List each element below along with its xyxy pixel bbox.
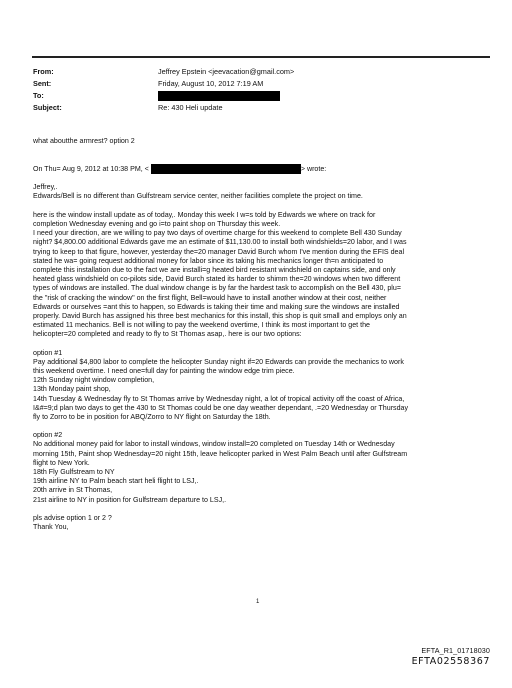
body-line: heated glass windshield on co-pilots side, David Burch stated its harder to shimm the=20 windows when two different (33, 275, 401, 284)
body-line: here is the window install update as of today,. Monday this week I w=s told by Edwards we where on track for (33, 210, 376, 219)
closing-line: Thank You, (33, 522, 69, 531)
body-line: completion Wednesday evening and go i=to paint shop on Thursday this week. (33, 219, 281, 228)
reply-line: what aboutthe armrest? option 2 (33, 137, 135, 145)
from-row (33, 66, 473, 78)
body-line: Edwards or ourselves =ant this to happen, so Edwards is taking their time and making sure the windows are installed (33, 302, 400, 311)
body-line: properly. David Burch has assigned his three best mechanics for this install, this shop is quit small and employs only an (33, 311, 407, 320)
option-1-line: I&#=9;d plan two days to get the 430 to St Thomas could be one day weather dependant, .=20 Wednesday or Thursday (33, 403, 409, 412)
gulfstream-line: Edwards/Bell is no different than Gulfstream service center, neither facilities complete the project on time. (33, 192, 363, 201)
update-paragraph (33, 211, 489, 340)
option-2-line: 19th airline NY to Palm beach start heli flight to LSJ,. (33, 477, 199, 486)
sent-value: Friday, August 10, 2012 7:19 AM (158, 79, 264, 89)
quote-intro (33, 164, 489, 174)
option-1-line: 12th Sunday night window completion, (33, 376, 155, 385)
body-line: stated he wa= going request additional money for labor since its taking his mechanics longer th=n anticipated to (33, 256, 384, 265)
body-line: helicopter=20 completed and ready to fly to St Thomas asap,. here is our two options: (33, 330, 302, 339)
option-2-line: flight to New York. (33, 458, 90, 467)
page-number: 1 (256, 599, 260, 605)
to-label: To: (33, 91, 44, 101)
body-line: trying to keep to that figure, however, yesterday the=20 manager David Burch whom I've mention during the EFIS deal (33, 247, 405, 256)
email-body (33, 137, 489, 532)
quote-intro-suffix: > wrote: (300, 165, 327, 174)
greeting: Jeffrey,. (33, 183, 58, 192)
sent-label: Sent: (33, 79, 52, 89)
body-line: I need your direction, are we willing to pay two days of overtime charge for this weekend to complete Bell 430 Sunday (33, 229, 402, 238)
option-2-line: No additional money paid for labor to install windows, window install=20 completed on Tuesday 14th or Wednesday (33, 440, 395, 449)
from-label: From: (33, 67, 54, 77)
option-2-block (33, 431, 489, 505)
from-value: Jeffrey Epstein <jeevacation@gmail.com> (158, 67, 295, 77)
footer-doc-id-large: EFTA02558367 (411, 656, 490, 667)
option-2-line: 20th arrive in St Thomas, (33, 486, 113, 495)
footer-doc-id-small: EFTA_R1_01718030 (421, 646, 490, 655)
closing-block (33, 514, 489, 532)
option-1-line: Pay additional $4,800 labor to complete the helicopter Sunday night if=20 Edwards can provide the mechanics to work (33, 357, 404, 366)
option-1-block (33, 349, 489, 423)
subject-label: Subject: (33, 103, 62, 113)
option-2-line: 18th Fly Gulfstream to NY (33, 467, 115, 476)
email-header (33, 66, 473, 114)
option-1-line: 14th Tuesday & Wednesday fly to St Thomas arrive by Wednesday night, a lot of tropical activity off the coast of Africa, (33, 394, 405, 403)
option-2-line: 21st airline to NY in position for Gulfstream departure to LSJ,. (33, 495, 227, 504)
to-redaction (158, 91, 280, 101)
body-line: types of windows are installed. The dual window change is by far the hardest task to accomplish on the Bell 430, plu= (33, 284, 401, 293)
body-line: estimated 11 mechanics. Bell is not willing to pay the weekend overtime, I think its most important to get the (33, 321, 370, 330)
option-1-line: 13th Monday paint shop, (33, 385, 111, 394)
sent-row (33, 78, 473, 90)
body-line: complete this installation due to the fact we are installi=g heated bird resistant windshield on captains side, and only (33, 265, 396, 274)
option-1-line: this weekend overtime. I need one=full day for painting the window edge trim piece. (33, 366, 295, 375)
subject-value: Re: 430 Heli update (158, 103, 223, 113)
to-row (33, 90, 473, 102)
subject-row (33, 102, 473, 114)
body-line: the "risk of cracking the window" on the first flight, Bell=would have to install another window at their cost, neither (33, 293, 387, 302)
option-1-line: fly to Zorro to be in position for ABQ/Zorro to NY flight on Saturday the 18th. (33, 412, 271, 421)
quote-intro-prefix: On Thu= Aug 9, 2012 at 10:38 PM, < (33, 165, 149, 174)
option-2-line: morning 15th, Paint shop Wednesday=20 night 15th, leave helicopter parked in West Palm Beach until after Gulfstream (33, 449, 408, 458)
option-1-line: option #1 (33, 348, 63, 357)
closing-line: pls advise option 1 or 2 ? (33, 513, 112, 522)
option-2-line: option #2 (33, 431, 63, 440)
header-divider (32, 56, 490, 58)
sender-redaction (151, 164, 301, 174)
body-line: night? $4,800.00 additional Edwards gave me an estimate of $11,130.00 to install both windshields=20 labor, and I was (33, 238, 407, 247)
